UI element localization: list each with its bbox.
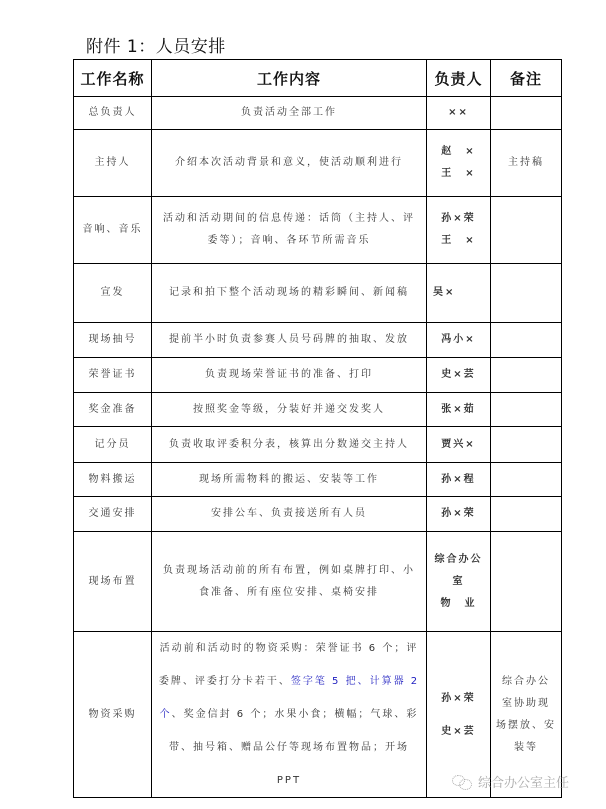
person-line: 王 × bbox=[441, 235, 476, 246]
person-line: 孙×程 bbox=[441, 473, 476, 485]
watermark bbox=[452, 772, 569, 791]
table-row bbox=[74, 358, 562, 393]
content-line: 介绍本次活动背景和意义，使活动顺利进行 bbox=[175, 157, 403, 168]
task-name: 总负责人 bbox=[74, 97, 152, 130]
document-title: 附件 1：人员安排 bbox=[86, 37, 226, 57]
note-line: 综合办公 bbox=[502, 675, 550, 687]
person-line: 冯小× bbox=[441, 334, 476, 345]
content-line bbox=[156, 665, 422, 698]
person-line: 张×茹 bbox=[441, 403, 476, 415]
person-line: ×× bbox=[448, 107, 469, 118]
task-name: 音响、音乐 bbox=[74, 197, 152, 264]
person-line: 综合办公 bbox=[434, 553, 483, 565]
task-name: 现场抽号 bbox=[74, 323, 152, 358]
note bbox=[491, 532, 562, 632]
table-row bbox=[74, 463, 562, 497]
note bbox=[491, 393, 562, 427]
content-line: 带、抽号箱、赠品公仔等现场布置物品；开场 PPT bbox=[169, 742, 409, 786]
note-line: 室协助现 bbox=[502, 697, 550, 709]
staff-arrangement-table bbox=[73, 59, 562, 798]
content-line: 负责现场荣誉证书的准备、打印 bbox=[205, 369, 373, 380]
person-line: 物 业 bbox=[440, 597, 477, 609]
person-in-charge bbox=[427, 358, 491, 393]
person-in-charge bbox=[427, 463, 491, 497]
task-name: 交通安排 bbox=[74, 497, 152, 532]
content-line: 安排公车、负责接送所有人员 bbox=[211, 508, 367, 519]
note bbox=[491, 197, 562, 264]
content-line: 负责活动全部工作 bbox=[241, 107, 337, 118]
note bbox=[491, 97, 562, 130]
person-line: 孙×荣 bbox=[441, 692, 476, 704]
table-row bbox=[74, 497, 562, 532]
content-text: 、奖金信封 6 个；水果小食；横幅；气球、彩 bbox=[171, 709, 419, 720]
table-row bbox=[74, 532, 562, 632]
table-row bbox=[74, 323, 562, 358]
task-content bbox=[152, 463, 427, 497]
task-name: 宣发 bbox=[74, 264, 152, 323]
note-line: 主持稿 bbox=[508, 157, 544, 168]
watermark-text: 综合办公室主任 bbox=[478, 776, 570, 791]
task-content bbox=[152, 358, 427, 393]
note bbox=[491, 323, 562, 358]
note-line: 场摆放、安 bbox=[496, 719, 556, 731]
content-text: 委牌、评委打分卡若干、 bbox=[158, 676, 291, 687]
content-line: 现场所需物料的搬运、安装等工作 bbox=[199, 473, 379, 485]
table-row bbox=[74, 97, 562, 130]
person-line: 孙×荣 bbox=[441, 213, 476, 224]
task-name: 现场布置 bbox=[74, 532, 152, 632]
table-row bbox=[74, 130, 562, 197]
note bbox=[491, 264, 562, 323]
task-name: 物资采购 bbox=[74, 632, 152, 798]
task-name: 奖金准备 bbox=[74, 393, 152, 427]
task-content bbox=[152, 532, 427, 632]
table-row bbox=[74, 264, 562, 323]
table-row bbox=[74, 197, 562, 264]
note bbox=[491, 497, 562, 532]
person-in-charge bbox=[427, 497, 491, 532]
header-task-content: 工作内容 bbox=[152, 60, 427, 97]
person-in-charge bbox=[427, 427, 491, 463]
content-line: 负责收取评委积分表，核算出分数递交主持人 bbox=[169, 438, 409, 450]
person-line: 史×芸 bbox=[441, 369, 476, 380]
task-content bbox=[152, 130, 427, 197]
person-in-charge bbox=[427, 130, 491, 197]
content-line: 委等）；音响、各环节所需音乐 bbox=[207, 235, 371, 246]
person-line: 贾兴× bbox=[441, 438, 476, 450]
task-content bbox=[152, 632, 427, 798]
person-in-charge bbox=[427, 264, 491, 323]
header-person-in-charge: 负责人 bbox=[427, 60, 491, 97]
task-content bbox=[152, 497, 427, 532]
note bbox=[491, 358, 562, 393]
highlighted-text: 个 bbox=[159, 709, 172, 720]
content-line: 记录和拍下整个活动现场的精彩瞬间、新闻稿 bbox=[169, 287, 409, 298]
content-line: 食准备、所有座位安排、桌椅安排 bbox=[199, 586, 379, 598]
content-line: 提前半小时负责参赛人员号码牌的抽取、发放 bbox=[169, 334, 409, 345]
person-in-charge bbox=[427, 323, 491, 358]
person-line: 史×芸 bbox=[441, 725, 476, 737]
content-line: 负责现场活动前的所有布置，例如桌牌打印、小 bbox=[163, 564, 415, 576]
person-in-charge bbox=[427, 532, 491, 632]
task-content bbox=[152, 197, 427, 264]
note-line: 装等 bbox=[514, 741, 538, 753]
content-line: 按照奖金等级，分装好并递交发奖人 bbox=[193, 403, 385, 415]
header-task-name: 工作名称 bbox=[74, 60, 152, 97]
person-in-charge bbox=[427, 97, 491, 130]
table-row bbox=[74, 427, 562, 463]
task-content bbox=[152, 264, 427, 323]
note bbox=[491, 130, 562, 197]
task-name: 记分员 bbox=[74, 427, 152, 463]
task-name: 主持人 bbox=[74, 130, 152, 197]
task-content bbox=[152, 97, 427, 130]
note bbox=[491, 463, 562, 497]
table-header-row bbox=[74, 60, 562, 97]
task-content bbox=[152, 393, 427, 427]
content-line: 活动前和活动时的物资采购：荣誉证书 6 个；评 bbox=[159, 643, 419, 654]
person-line: 吴× bbox=[433, 287, 456, 298]
person-line: 孙×荣 bbox=[441, 508, 476, 519]
person-in-charge bbox=[427, 197, 491, 264]
task-content bbox=[152, 427, 427, 463]
content-line bbox=[156, 698, 422, 731]
person-line: 赵 × bbox=[441, 146, 476, 157]
person-line: 王 × bbox=[441, 168, 476, 179]
person-in-charge bbox=[427, 393, 491, 427]
task-content bbox=[152, 323, 427, 358]
table-row bbox=[74, 393, 562, 427]
task-name: 物料搬运 bbox=[74, 463, 152, 497]
header-note: 备注 bbox=[491, 60, 562, 97]
task-name: 荣誉证书 bbox=[74, 358, 152, 393]
wechat-icon bbox=[452, 775, 472, 789]
person-line: 室 bbox=[452, 575, 465, 587]
content-line: 活动和活动期间的信息传递：话筒（主持人、评 bbox=[163, 213, 415, 224]
note bbox=[491, 427, 562, 463]
highlighted-text: 签字笔 5 把、计算器 2 bbox=[290, 676, 420, 687]
